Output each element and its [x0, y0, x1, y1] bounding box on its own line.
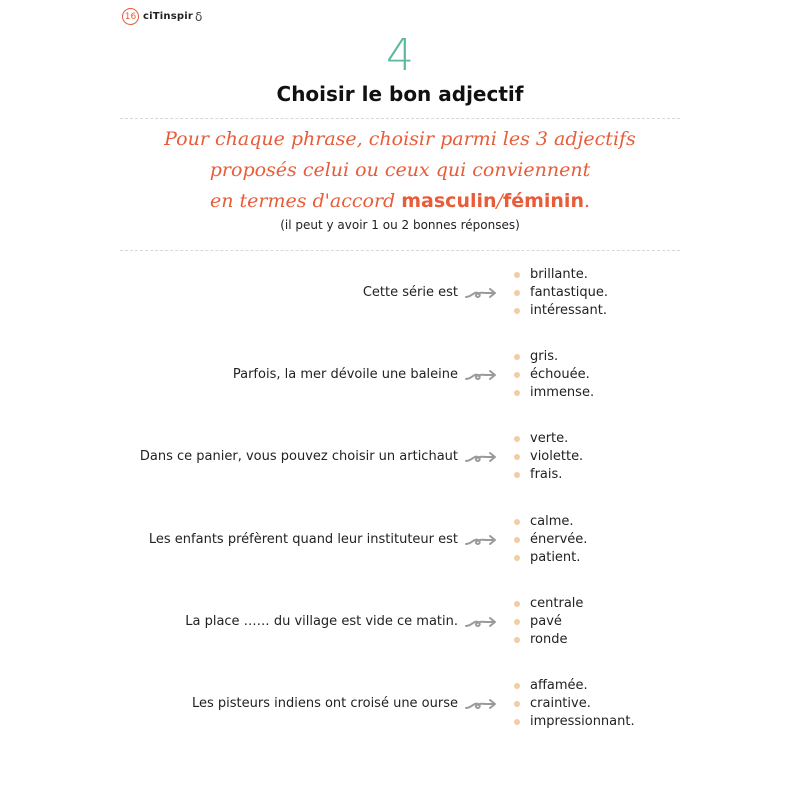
adjective-options: [514, 266, 608, 320]
exercise-row: [0, 595, 800, 651]
adjective-option[interactable]: affamée.: [514, 677, 635, 695]
exercise-row: [0, 348, 800, 404]
adjective-option[interactable]: impressionnant.: [514, 713, 635, 731]
instructions-line-3: [0, 186, 800, 217]
adjective-option[interactable]: échouée.: [514, 366, 594, 384]
curly-arrow-icon: [464, 285, 500, 303]
adjective-option[interactable]: immense.: [514, 384, 594, 402]
adjective-option[interactable]: verte.: [514, 430, 583, 448]
adjective-option[interactable]: pavé: [514, 613, 583, 631]
curly-arrow-icon: [464, 532, 500, 550]
adjective-option[interactable]: fantastique.: [514, 284, 608, 302]
adjective-option[interactable]: calme.: [514, 513, 587, 531]
instructions-note: (il peut y avoir 1 ou 2 bonnes réponses): [280, 218, 520, 232]
instructions: [0, 124, 800, 217]
adjective-option[interactable]: brillante.: [514, 266, 608, 284]
adjective-option[interactable]: gris.: [514, 348, 594, 366]
exercise-sentence: Dans ce panier, vous pouvez choisir un artichaut: [139, 449, 458, 464]
adjective-option[interactable]: craintive.: [514, 695, 635, 713]
adjective-option[interactable]: centrale: [514, 595, 583, 613]
word-masculin: masculin: [401, 190, 497, 212]
brand-mark: ẟ: [195, 9, 203, 24]
curly-arrow-icon: [464, 449, 500, 467]
page-number: 16: [122, 8, 139, 25]
adjective-option[interactable]: patient.: [514, 549, 587, 567]
exercise-sentence: Les pisteurs indiens ont croisé une ourse: [191, 696, 458, 711]
adjective-option[interactable]: frais.: [514, 466, 583, 484]
exercise-sentence: Les enfants préfèrent quand leur instituteur est: [148, 532, 458, 547]
instructions-line-1: Pour chaque phrase, choisir parmi les 3 adjectifs: [164, 128, 636, 150]
period: .: [583, 190, 591, 212]
curly-arrow-icon: [464, 614, 500, 632]
exercise-row: [0, 677, 800, 733]
adjective-option[interactable]: intéressant.: [514, 302, 608, 320]
exercise-row: [0, 513, 800, 569]
instructions-line-3-prefix: en termes d'accord: [209, 190, 402, 212]
adjective-option[interactable]: énervée.: [514, 531, 587, 549]
adjective-options: [514, 595, 583, 649]
exercise-sentence: La place …… du village est vide ce matin.: [185, 614, 458, 629]
page-header: [122, 8, 202, 25]
exercise-sentence: Cette série est: [362, 285, 458, 300]
page-title: Choisir le bon adjectif: [276, 82, 524, 106]
divider-bottom: [120, 250, 680, 251]
exercise-number: 4: [386, 30, 414, 81]
brand-logo: ciTinspir: [143, 11, 193, 22]
adjective-option[interactable]: violette.: [514, 448, 583, 466]
adjective-options: [514, 513, 587, 567]
adjective-options: [514, 677, 635, 731]
curly-arrow-icon: [464, 367, 500, 385]
exercise-sentence: Parfois, la mer dévoile une baleine: [232, 367, 458, 382]
slash: /: [496, 190, 503, 212]
adjective-option[interactable]: ronde: [514, 631, 583, 649]
exercise-row: [0, 266, 800, 322]
word-feminin: féminin: [502, 190, 584, 212]
adjective-options: [514, 430, 583, 484]
adjective-options: [514, 348, 594, 402]
divider-top: [120, 118, 680, 119]
curly-arrow-icon: [464, 696, 500, 714]
instructions-line-2: proposés celui ou ceux qui conviennent: [209, 159, 591, 181]
exercise-row: [0, 430, 800, 486]
